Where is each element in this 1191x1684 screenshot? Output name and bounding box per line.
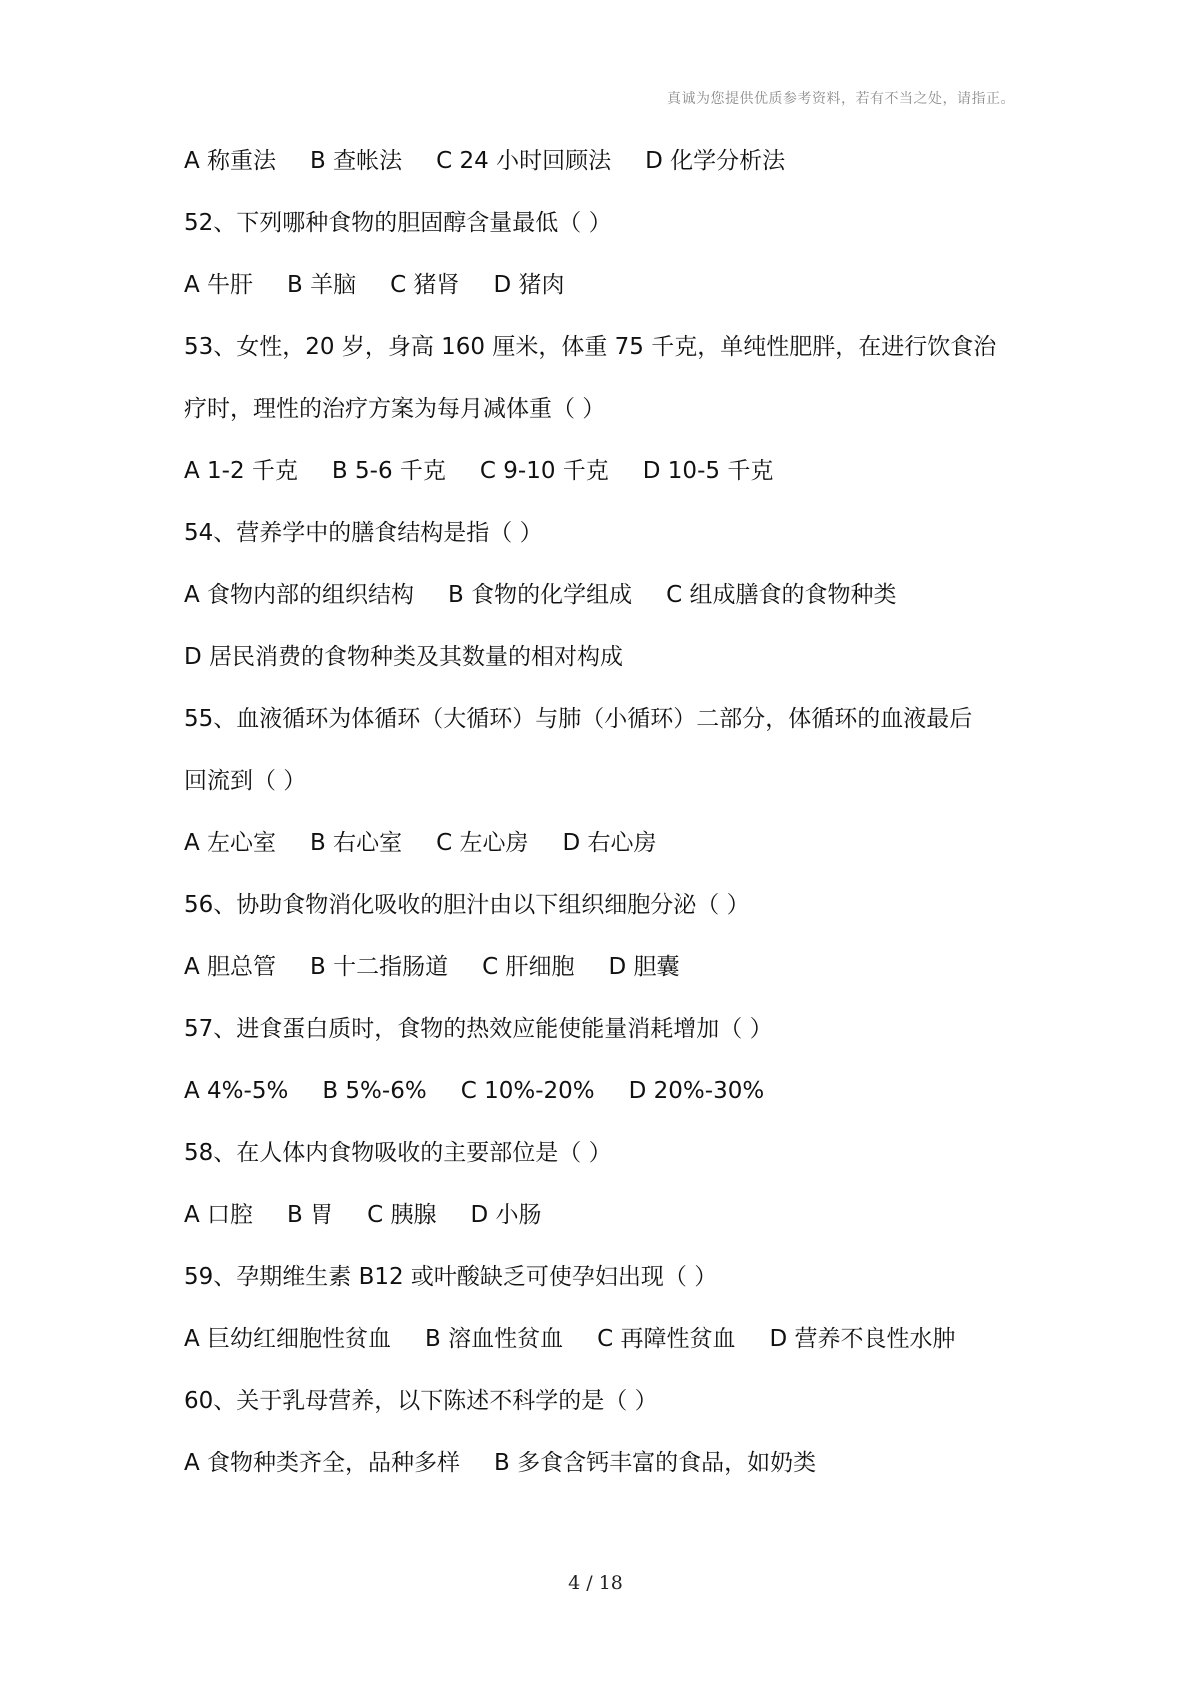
answer-option: B 右心室 bbox=[310, 830, 403, 856]
answer-option: C 10%-20% bbox=[460, 1078, 595, 1104]
answer-option: A 食物种类齐全，品种多样 bbox=[184, 1450, 461, 1476]
answer-option: A 牛肝 bbox=[184, 272, 254, 298]
answer-options-line bbox=[184, 140, 1024, 202]
question-text-line: D 居民消费的食物种类及其数量的相对构成 bbox=[184, 644, 624, 670]
answer-option: B 十二指肠道 bbox=[310, 954, 449, 980]
answer-option: B 羊脑 bbox=[287, 272, 357, 298]
question-text-line: 60、关于乳母营养，以下陈述不科学的是（ ） bbox=[184, 1388, 658, 1414]
answer-option: A 4%-5% bbox=[184, 1078, 289, 1104]
answer-option: C 猪肾 bbox=[390, 272, 460, 298]
answer-option: D 小肠 bbox=[470, 1202, 542, 1228]
answer-option: C 再障性贫血 bbox=[597, 1326, 736, 1352]
answer-option: B 溶血性贫血 bbox=[425, 1326, 564, 1352]
answer-options-line bbox=[184, 1442, 1024, 1504]
answer-option: C 肝细胞 bbox=[482, 954, 575, 980]
answer-options-line bbox=[184, 450, 1024, 512]
answer-option: A 1-2 千克 bbox=[184, 458, 298, 484]
answer-option: D 营养不良性水肿 bbox=[769, 1326, 956, 1352]
answer-option: D 化学分析法 bbox=[645, 148, 786, 174]
answer-option: A 口腔 bbox=[184, 1202, 254, 1228]
answer-option: C 24 小时回顾法 bbox=[436, 148, 612, 174]
answer-option: A 称重法 bbox=[184, 148, 277, 174]
answer-option: C 胰腺 bbox=[367, 1202, 437, 1228]
question-text-line: 回流到（ ） bbox=[184, 768, 307, 794]
answer-option: D 胆囊 bbox=[608, 954, 680, 980]
answer-option: D 20%-30% bbox=[628, 1078, 765, 1104]
question-text-line: 59、孕期维生素 B12 或叶酸缺乏可使孕妇出现（ ） bbox=[184, 1264, 718, 1290]
question-text-line: 55、血液循环为体循环（大循环）与肺（小循环）二部分，体循环的血液最后 bbox=[184, 706, 973, 732]
question-text-line: 57、进食蛋白质时，食物的热效应能使能量消耗增加（ ） bbox=[184, 1016, 773, 1042]
answer-option: B 5%-6% bbox=[322, 1078, 427, 1104]
answer-option: A 胆总管 bbox=[184, 954, 277, 980]
question-text-line: 52、下列哪种食物的胆固醇含量最低（ ） bbox=[184, 210, 612, 236]
answer-option: D 10-5 千克 bbox=[642, 458, 774, 484]
answer-options-line bbox=[184, 822, 1024, 884]
page-number: 4 / 18 bbox=[568, 1572, 623, 1594]
header-note: 真诚为您提供优质参考资料，若有不当之处，请指正。 bbox=[667, 91, 1015, 107]
answer-options-line bbox=[184, 574, 1024, 636]
answer-options-line bbox=[184, 946, 1024, 1008]
answer-options-line bbox=[184, 1318, 1024, 1380]
answer-option: A 巨幼红细胞性贫血 bbox=[184, 1326, 392, 1352]
answer-options-line bbox=[184, 264, 1024, 326]
answer-option: B 多食含钙丰富的食品，如奶类 bbox=[494, 1450, 817, 1476]
answer-option: B 食物的化学组成 bbox=[448, 582, 633, 608]
answer-option: B 查帐法 bbox=[310, 148, 403, 174]
answer-option: B 5-6 千克 bbox=[331, 458, 446, 484]
answer-option: C 9-10 千克 bbox=[479, 458, 609, 484]
answer-option: A 左心室 bbox=[184, 830, 277, 856]
answer-option: D 右心房 bbox=[562, 830, 657, 856]
answer-option: C 组成膳食的食物种类 bbox=[666, 582, 897, 608]
answer-option: C 左心房 bbox=[436, 830, 529, 856]
question-text-line: 疗时，理性的治疗方案为每月减体重（ ） bbox=[184, 396, 606, 422]
answer-option: D 猪肉 bbox=[493, 272, 565, 298]
question-text-line: 54、营养学中的膳食结构是指（ ） bbox=[184, 520, 543, 546]
document-body bbox=[184, 140, 1024, 1504]
question-text-line: 53、女性，20 岁，身高 160 厘米，体重 75 千克，单纯性肥胖，在进行饮食治 bbox=[184, 334, 997, 360]
question-text-line: 56、协助食物消化吸收的胆汁由以下组织细胞分泌（ ） bbox=[184, 892, 750, 918]
answer-option: B 胃 bbox=[287, 1202, 334, 1228]
answer-options-line bbox=[184, 1194, 1024, 1256]
answer-option: A 食物内部的组织结构 bbox=[184, 582, 415, 608]
answer-options-line bbox=[184, 1070, 1024, 1132]
question-text-line: 58、在人体内食物吸收的主要部位是（ ） bbox=[184, 1140, 612, 1166]
